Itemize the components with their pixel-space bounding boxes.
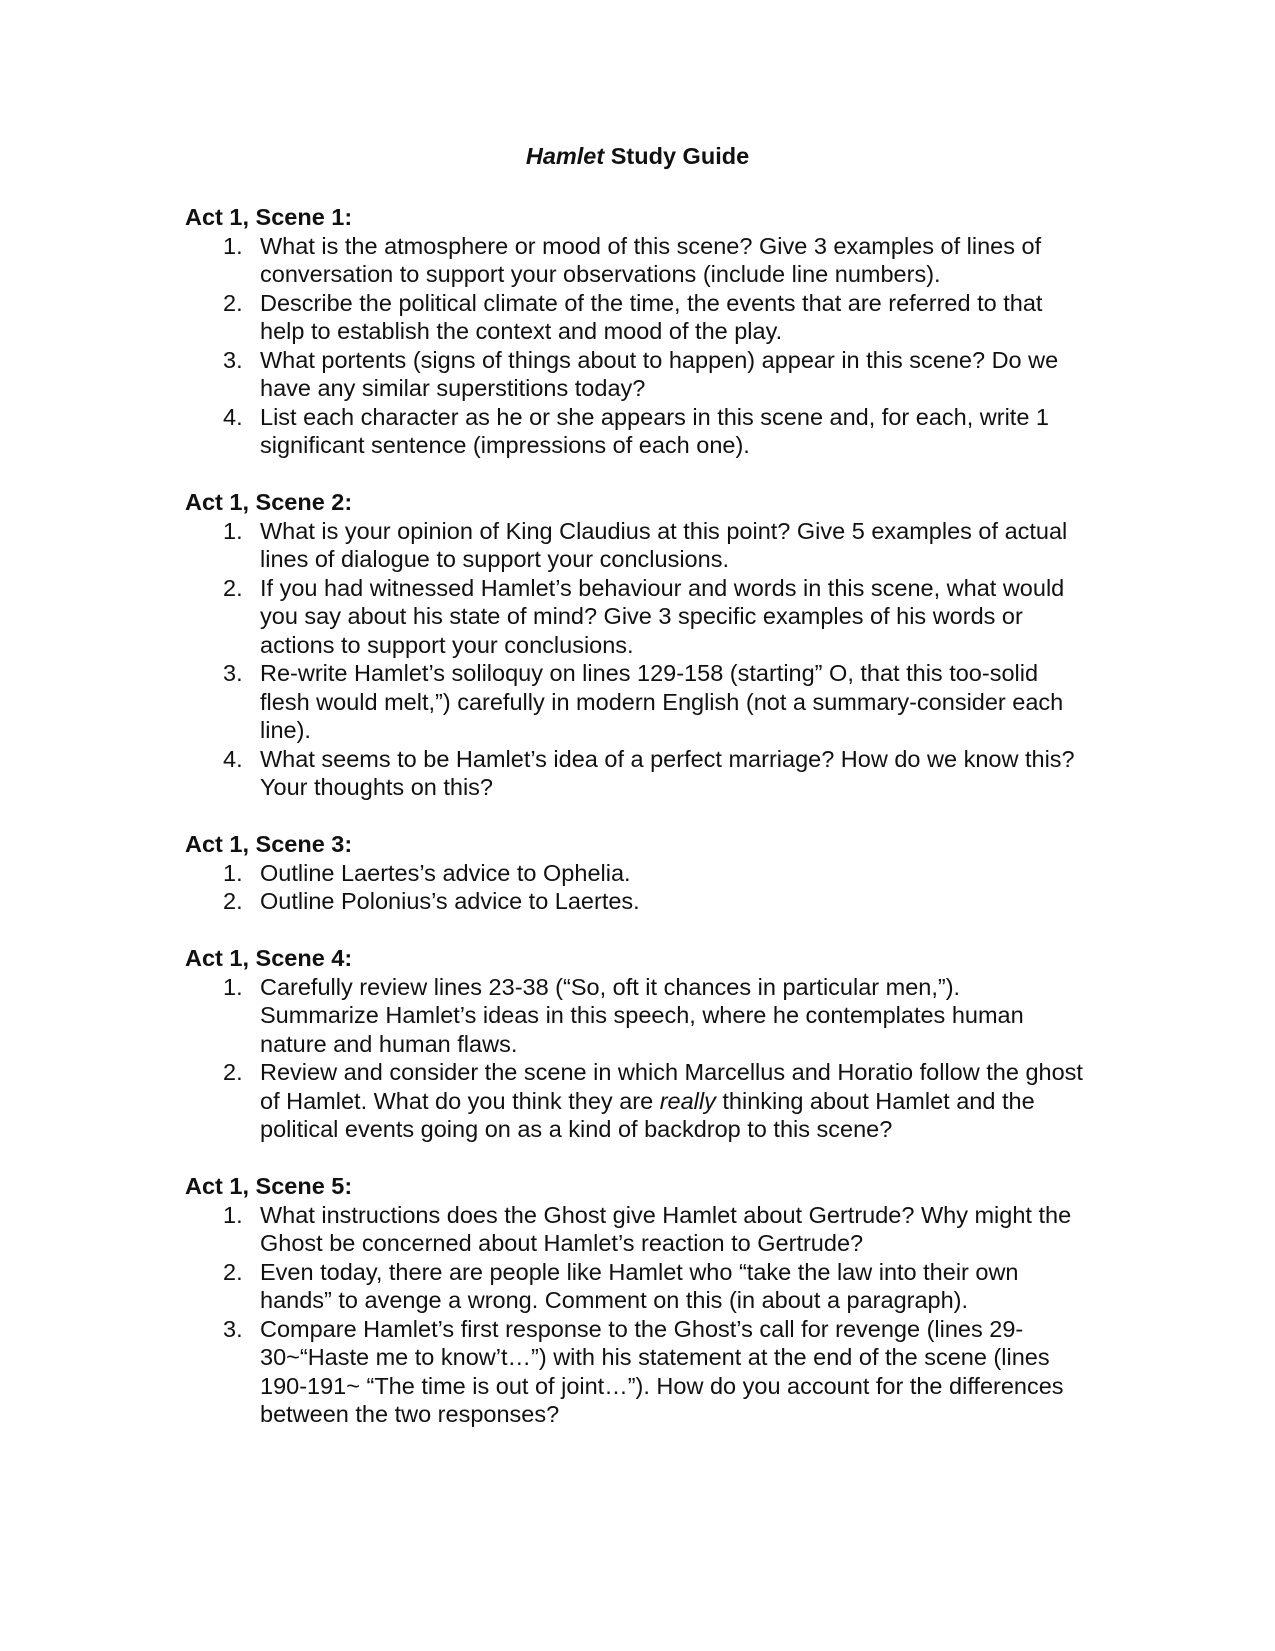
section-heading: Act 1, Scene 5: <box>185 1173 353 1199</box>
question-number: 1. <box>223 232 243 259</box>
question-item <box>185 232 1085 289</box>
question-item <box>185 1201 1085 1258</box>
section-act1-scene4 <box>185 944 1085 1144</box>
question-text: Carefully review lines 23-38 (“So, oft it chances in particular men,”). Summarize Hamlet’s ideas in this speech, where he contemplates human nature and human flaws. <box>260 973 1024 1057</box>
question-number: 1. <box>223 973 243 1000</box>
question-text: What portents (signs of things about to happen) appear in this scene? Do we have any similar superstitions today? <box>260 346 1059 401</box>
question-list <box>185 973 1085 1144</box>
question-item <box>185 289 1085 346</box>
study-guide-content <box>185 203 1085 1457</box>
question-text: What is the atmosphere or mood of this scene? Give 3 examples of lines of conversation to support your observations (include line numbers). <box>260 232 1042 287</box>
title-rest: Study Guide <box>604 143 750 169</box>
section-act1-scene3 <box>185 830 1085 916</box>
question-list <box>185 859 1085 916</box>
question-text-before: Review and consider the scene in which Marcellus and Horatio follow the ghost of Hamlet. What do you think they are <box>260 1059 1083 1114</box>
question-number: 2. <box>223 1258 243 1285</box>
question-text: Compare Hamlet’s first response to the Ghost’s call for revenge (lines 29-30~“Haste me to know’t…”) with his statement at the end of the scene (lines 190-191~ “The time is out of joint…”). How do you account for the differences between the two responses? <box>260 1315 1064 1427</box>
question-text: Outline Polonius’s advice to Laertes. <box>260 888 640 914</box>
question-number: 2. <box>223 289 243 316</box>
question-number: 1. <box>223 517 243 544</box>
question-item <box>185 1058 1085 1144</box>
question-text: What seems to be Hamlet’s idea of a perfect marriage? How do we know this? Your thoughts on this? <box>260 745 1075 800</box>
question-item <box>185 859 1085 888</box>
question-text: List each character as he or she appears in this scene and, for each, write 1 significant sentence (impressions of each one). <box>260 403 1049 458</box>
question-number: 2. <box>223 888 243 914</box>
question-item <box>185 745 1085 802</box>
section-act1-scene5 <box>185 1172 1085 1429</box>
question-item <box>185 403 1085 460</box>
section-heading: Act 1, Scene 3: <box>185 831 353 857</box>
question-text: Describe the political climate of the time, the events that are referred to that help to establish the context and mood of the play. <box>260 289 1043 344</box>
question-item <box>185 574 1085 660</box>
question-item <box>185 1315 1085 1429</box>
question-item <box>185 1258 1085 1315</box>
question-number: 4. <box>223 745 243 772</box>
section-heading: Act 1, Scene 4: <box>185 945 353 971</box>
question-text: What instructions does the Ghost give Hamlet about Gertrude? Why might the Ghost be concerned about Hamlet’s reaction to Gertrude? <box>260 1201 1072 1256</box>
question-number: 3. <box>223 1315 243 1342</box>
question-list <box>185 232 1085 460</box>
question-text: If you had witnessed Hamlet’s behaviour and words in this scene, what would you say about his state of mind? Give 3 specific examples of his words or actions to support your conclusions. <box>260 574 1065 658</box>
question-text: What is your opinion of King Claudius at this point? Give 5 examples of actual lines of dialogue to support your conclusions. <box>260 517 1068 572</box>
question-list <box>185 517 1085 802</box>
section-act1-scene2 <box>185 488 1085 802</box>
section-heading: Act 1, Scene 2: <box>185 489 353 515</box>
question-item <box>185 517 1085 574</box>
question-item <box>185 659 1085 745</box>
question-text-after: thinking about Hamlet and the political events going on as a kind of backdrop to this scene? <box>260 1087 1035 1142</box>
question-number: 1. <box>223 1201 243 1228</box>
question-number: 3. <box>223 660 243 686</box>
question-text: Outline Laertes’s advice to Ophelia. <box>260 859 631 886</box>
page-title <box>0 142 1275 170</box>
question-list <box>185 1201 1085 1429</box>
section-act1-scene1 <box>185 203 1085 460</box>
section-heading: Act 1, Scene 1: <box>185 204 353 230</box>
question-item <box>185 973 1085 1059</box>
question-number: 3. <box>223 346 243 373</box>
question-item <box>185 887 1085 916</box>
question-text: Even today, there are people like Hamlet who “take the law into their own hands” to avenge a wrong. Comment on this (in about a paragraph). <box>260 1258 1019 1313</box>
question-item <box>185 346 1085 403</box>
question-number: 4. <box>223 403 243 430</box>
question-text-italic: really <box>659 1087 716 1114</box>
title-italic: Hamlet <box>525 143 605 169</box>
question-text: Re-write Hamlet’s soliloquy on lines 129-158 (starting” O, that this too-solid flesh would melt,”) carefully in modern English (not a summary-consider each line). <box>260 660 1064 743</box>
question-number: 2. <box>223 574 243 601</box>
question-number: 2. <box>223 1059 243 1085</box>
question-number: 1. <box>223 859 243 886</box>
